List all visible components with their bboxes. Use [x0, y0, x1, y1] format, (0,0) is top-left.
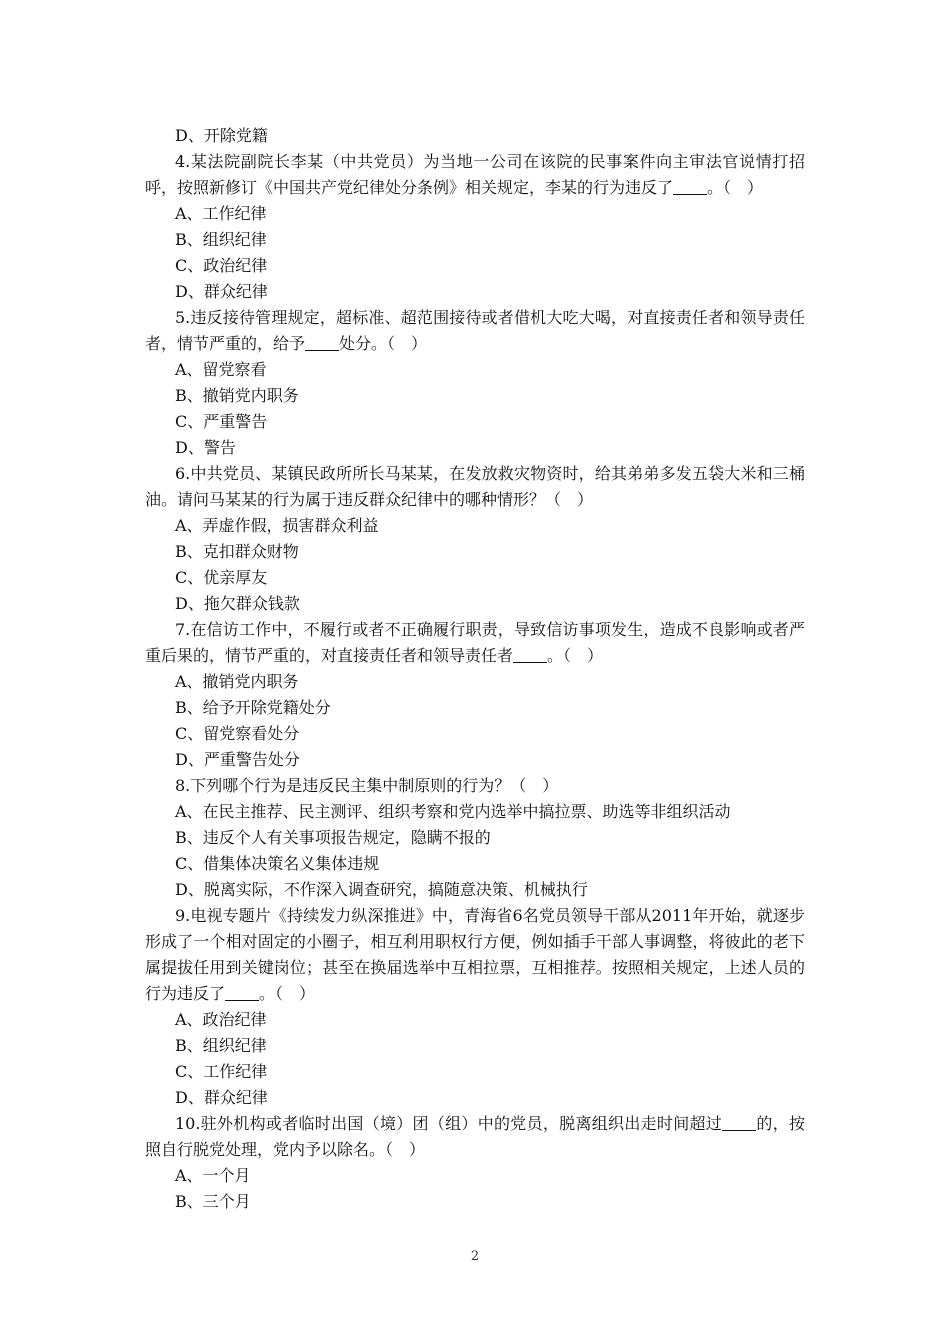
option-c: C、留党察看处分 [175, 724, 300, 743]
option-d: D、群众纪律 [175, 282, 268, 301]
question-9-text: 9.电视专题片《持续发力纵深推进》中，青海省6名党员领导干部从2011年开始，就逐步形成了一个相对固定的小圈子，相互利用职权行方便，例如插手干部人事调整，将彼此的老下属提拔任用到关键岗位；甚至在换届选举中互相拉票，互相推荐。按照相关规定，上述人员的行为违反了 。（ ） [145, 906, 805, 1003]
option-b: B、组织纪律 [175, 230, 267, 249]
page-number: 2 [470, 1249, 480, 1264]
document-body [145, 123, 805, 1215]
option-c: C、严重警告 [175, 412, 268, 431]
option-b: B、给予开除党籍处分 [175, 698, 331, 717]
option-c: C、工作纪律 [175, 1062, 268, 1081]
question-8 [145, 773, 805, 903]
question-8-text: 8.下列哪个行为是违反民主集中制原则的行为？（ ） [175, 776, 559, 795]
option-d: D、脱离实际，不作深入调查研究，搞随意决策、机械执行 [175, 880, 588, 899]
option-b: B、三个月 [175, 1192, 251, 1211]
option-d: D、严重警告处分 [175, 750, 300, 769]
option-c: C、优亲厚友 [175, 568, 268, 587]
question-10-text: 10.驻外机构或者临时出国（境）团（组）中的党员，脱离组织出走时间超过 的，按照自行脱党处理，党内予以除名。（ ） [145, 1114, 805, 1159]
question-9 [145, 903, 805, 1111]
question-7-text: 7.在信访工作中，不履行或者不正确履行职责，导致信访事项发生，造成不良影响或者严重后果的，情节严重的，对直接责任者和领导责任者 。（ ） [145, 620, 805, 665]
option-b: B、克扣群众财物 [175, 542, 299, 561]
leading-option: D、开除党籍 [175, 126, 268, 145]
answer-blank [305, 334, 339, 351]
option-a: A、工作纪律 [175, 204, 267, 223]
answer-blank [513, 646, 547, 663]
option-d: D、群众纪律 [175, 1088, 268, 1107]
question-5 [145, 305, 805, 461]
option-c: C、借集体决策名义集体违规 [175, 854, 380, 873]
option-a: A、在民主推荐、民主测评、组织考察和党内选举中搞拉票、助选等非组织活动 [175, 802, 731, 821]
option-d: D、拖欠群众钱款 [175, 594, 300, 613]
question-6-text: 6.中共党员、某镇民政所所长马某某，在发放救灾物资时，给其弟弟多发五袋大米和三桶油。请问马某某的行为属于违反群众纪律中的哪种情形？（ ） [145, 464, 805, 509]
option-a: A、一个月 [175, 1166, 251, 1185]
option-a: A、留党察看 [175, 360, 267, 379]
option-b: B、撤销党内职务 [175, 386, 299, 405]
option-b: B、违反个人有关事项报告规定，隐瞒不报的 [175, 828, 491, 847]
answer-blank [673, 178, 707, 195]
question-6 [145, 461, 805, 617]
option-d: D、警告 [175, 438, 236, 457]
question-7 [145, 617, 805, 773]
question-5-text: 5.违反接待管理规定，超标准、超范围接待或者借机大吃大喝，对直接责任者和领导责任者，情节严重的，给予 处分。（ ） [145, 308, 805, 353]
question-4 [145, 149, 805, 305]
option-a: A、弄虚作假，损害群众利益 [175, 516, 379, 535]
answer-blank [722, 1114, 756, 1131]
option-b: B、组织纪律 [175, 1036, 267, 1055]
option-a: A、政治纪律 [175, 1010, 267, 1029]
option-c: C、政治纪律 [175, 256, 268, 275]
option-a: A、撤销党内职务 [175, 672, 299, 691]
answer-blank [225, 984, 259, 1001]
question-10 [145, 1111, 805, 1215]
question-4-text: 4.某法院副院长李某（中共党员）为当地一公司在该院的民事案件向主审法官说情打招呼，按照新修订《中国共产党纪律处分条例》相关规定，李某的行为违反了 。（ ） [145, 152, 805, 197]
